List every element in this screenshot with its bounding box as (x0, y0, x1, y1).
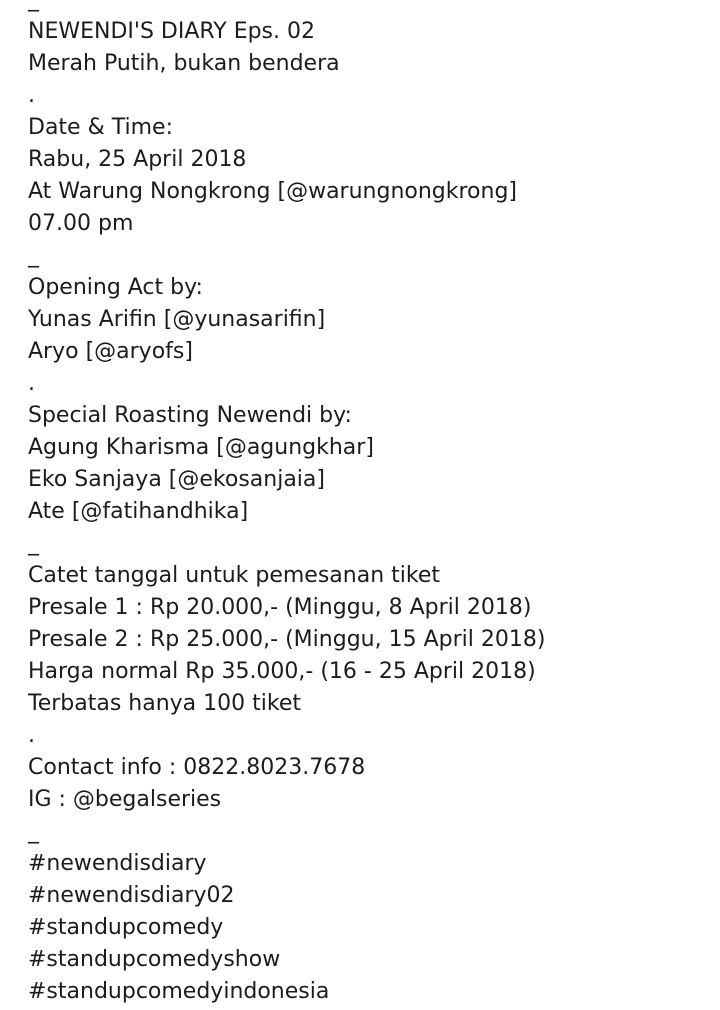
roasting-performer: Agung Kharisma [@agungkhar] (28, 435, 374, 460)
event-title: NEWENDI'S DIARY Eps. 02 (28, 19, 315, 44)
roasting-performer: Ate [@fatihandhika] (28, 499, 249, 524)
hashtag: #newendisdiary02 (28, 883, 235, 908)
hashtag: #newendisdiary (28, 851, 207, 876)
separator-dot: . (28, 723, 35, 748)
separator-underscore (28, 0, 708, 16)
ticket-price-normal: Harga normal Rp 35.000,- (16 - 25 April 2018) (28, 659, 536, 684)
instagram-handle: IG : @begalseries (28, 787, 222, 812)
hashtag: #standupcomedy (28, 915, 224, 940)
hashtag: #standupcomedyshow (28, 947, 281, 972)
event-announcement-text (28, 0, 708, 1008)
separator-dot: . (28, 371, 35, 396)
event-date: Rabu, 25 April 2018 (28, 147, 247, 172)
special-roasting-heading: Special Roasting Newendi by: (28, 403, 352, 428)
opening-act-performer: Yunas Arifin [@yunasarifin] (28, 307, 326, 332)
event-subtitle: Merah Putih, bukan bendera (28, 51, 340, 76)
opening-act-performer: Aryo [@aryofs] (28, 339, 193, 364)
separator-underscore: _ (28, 243, 39, 268)
hashtag: #standupcomedyindonesia (28, 979, 330, 1004)
ticket-heading: Catet tanggal untuk pemesanan tiket (28, 563, 441, 588)
separator-underscore: _ (28, 531, 39, 556)
event-venue: At Warung Nongkrong [@warungnongkrong] (28, 179, 518, 204)
opening-act-heading: Opening Act by: (28, 275, 203, 300)
ticket-price-presale-1: Presale 1 : Rp 20.000,- (Minggu, 8 April 2018) (28, 595, 532, 620)
contact-info: Contact info : 0822.8023.7678 (28, 755, 366, 780)
separator-dot: . (28, 83, 35, 108)
roasting-performer: Eko Sanjaya [@ekosanjaia] (28, 467, 325, 492)
ticket-limit: Terbatas hanya 100 tiket (28, 691, 301, 716)
ticket-price-presale-2: Presale 2 : Rp 25.000,- (Minggu, 15 April 2018) (28, 627, 546, 652)
separator-underscore: _ (28, 819, 39, 844)
event-time: 07.00 pm (28, 211, 134, 236)
date-time-heading: Date & Time: (28, 115, 173, 140)
